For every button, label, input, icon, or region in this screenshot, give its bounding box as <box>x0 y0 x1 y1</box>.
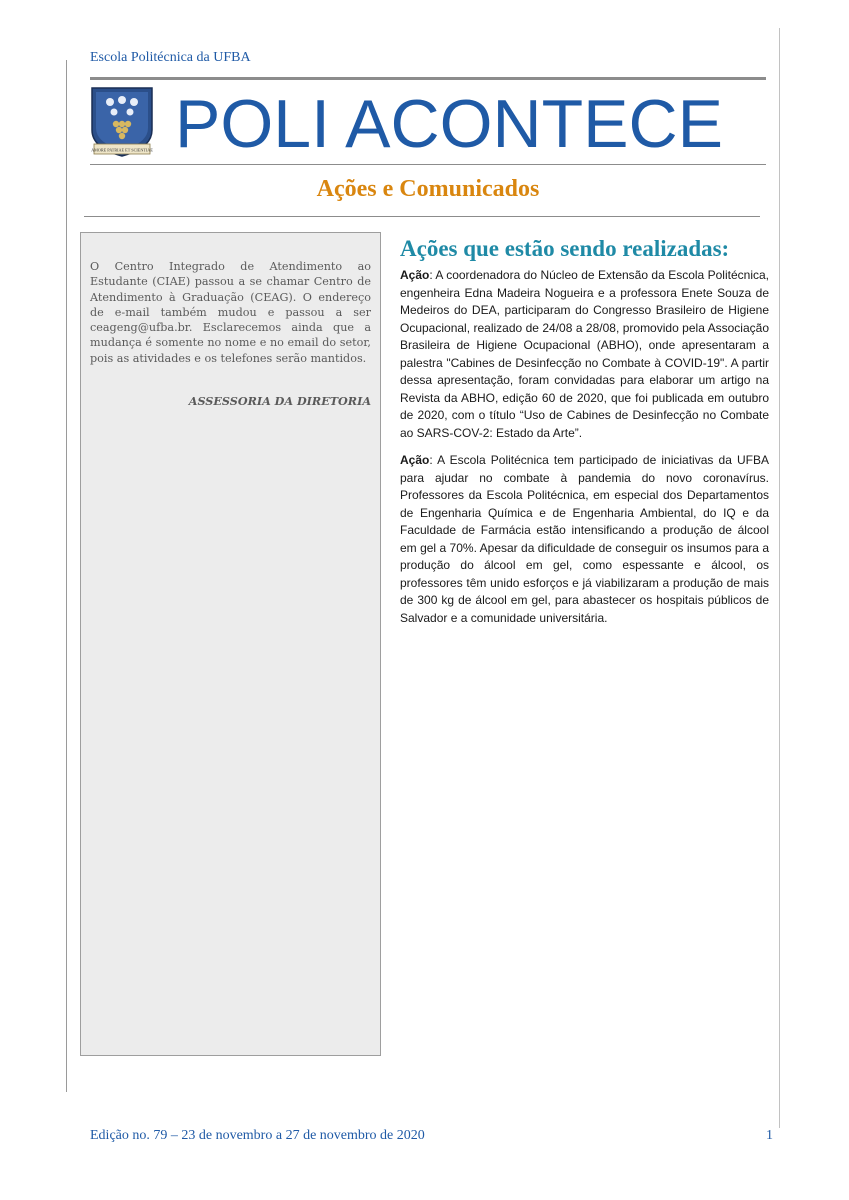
newsletter-title: POLI ACONTECE <box>175 86 723 162</box>
sidebar-notice-box <box>80 232 381 1056</box>
section-title: Ações e Comunicados <box>316 176 540 202</box>
right-margin-line <box>779 28 780 1128</box>
action-text: : A Escola Politécnica tem participado de iniciativas da UFBA para ajudar no combate à pandemia do novo coronavírus. Professores da Escola Politécnica, em especial dos Departamentos de Engenharia Química e de Engenharia Ambiental, do IQ e da Faculdade de Farmácia estão intensificando a produção de álcool em gel a 70%. Apesar da dificuldade de conseguir os insumos para a produção do álcool em gel, como espessante e álcool, os professores têm unido esforços e já viabilizaram a produção de mais de 300 kg de álcool em gel, para abastecer os hospitais públicos de Salvador e a comunidade universitária. <box>400 453 769 625</box>
action-paragraph <box>400 452 769 627</box>
footer-edition: Edição no. 79 – 23 de novembro a 27 de novembro de 2020 <box>90 1128 425 1143</box>
sidebar-notice-text: O Centro Integrado de Atendimento ao Estudante (CIAE) passou a se chamar Centro de Atendimento à Graduação (CEAG). O endereço de e-mail também mudou e passou a ser ceageng@ufba.br. Esclarecemos ainda que a mudança é somente no nome e no email do setor, pois as atividades e os telefones serão mantidos. <box>90 260 371 365</box>
action-label: Ação <box>400 453 430 467</box>
main-heading: Ações que estão sendo realizadas: <box>400 236 730 261</box>
header-bottom-rule <box>90 164 766 165</box>
left-margin-line <box>66 60 67 1092</box>
school-name: Escola Politécnica da UFBA <box>90 50 251 65</box>
main-column <box>400 235 769 637</box>
section-rule <box>84 216 760 217</box>
logo-motto: AMORE PATRIAE ET SCIENTIAE <box>91 147 153 153</box>
page-number: 1 <box>766 1128 773 1143</box>
header-top-rule <box>90 77 766 80</box>
action-text: : A coordenadora do Núcleo de Extensão da Escola Politécnica, engenheira Edna Madeira Nogueira e a professora Enete Souza de Medeiros do DEA, participaram do Congresso Brasileiro de Higiene Ocupacional, realizado de 24/08 a 28/08, promovido pela Associação Brasileira de Higiene Ocupacional (ABHO), onde apresentaram a palestra "Cabines de Desinfecção no Combate à COVID-19". A partir dessa apresentação, foram convidadas para elaborar um artigo na Revista da ABHO, edição 60 de 2020, que foi publicada em outubro de 2020, com o título “Uso de Cabines de Desinfecção no Combate ao SARS-COV-2: Estado da Arte”. <box>400 268 769 440</box>
action-paragraph <box>400 267 769 442</box>
sidebar-signature: ASSESSORIA DA DIRETORIA <box>188 394 371 409</box>
action-label: Ação <box>400 268 430 282</box>
ufba-crest-logo <box>90 86 154 158</box>
